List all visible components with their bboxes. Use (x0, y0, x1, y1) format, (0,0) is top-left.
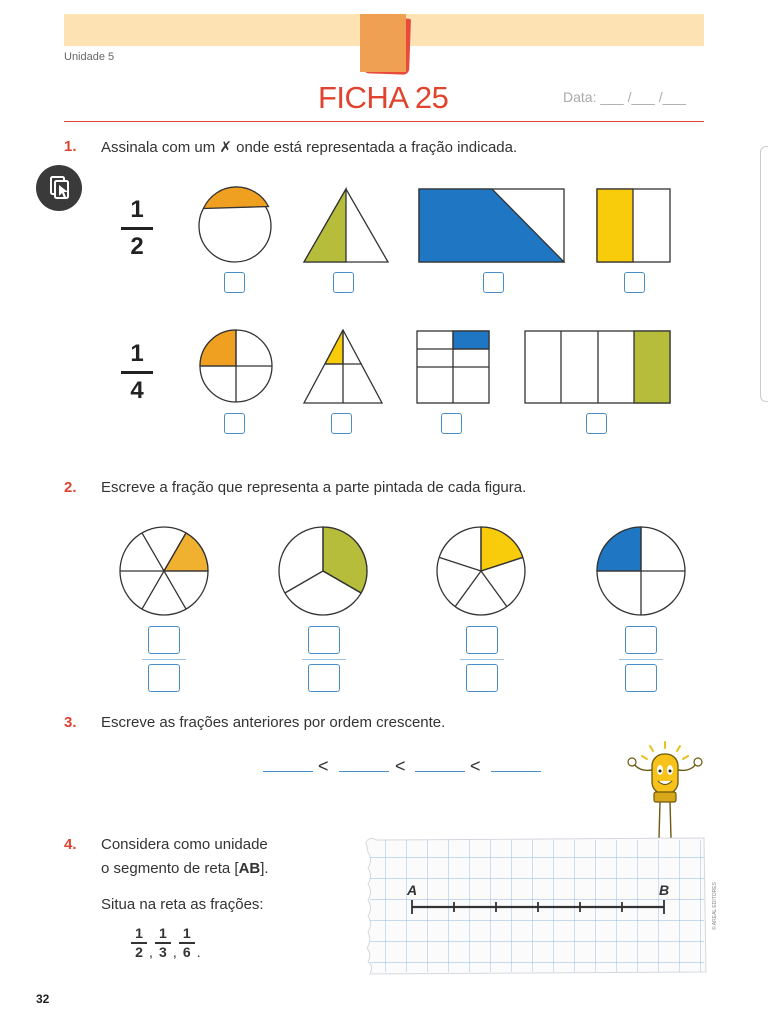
rectangle-half-figure (597, 189, 670, 262)
page-number: 32 (36, 992, 50, 1006)
q4-fraction-half (131, 926, 147, 960)
rectangle-quarter-figure (525, 331, 670, 403)
denominator-input-3[interactable] (466, 664, 498, 692)
circle-fifths-figure (437, 527, 525, 615)
q4-text-line2 (101, 860, 269, 877)
point-a-label: A (407, 882, 418, 898)
checkbox-rectangle-trapezoid[interactable] (483, 272, 504, 293)
checkbox-circle-half[interactable] (224, 272, 245, 293)
q2-number: 2. (64, 479, 77, 496)
order-blank-2[interactable] (339, 771, 389, 772)
copyright: © AREAL EDITORES (712, 882, 718, 930)
triangle-quarter-figure (304, 330, 382, 403)
circle-sixths-figure (120, 527, 208, 615)
rectangle-trapezoid-figure (419, 189, 564, 262)
fraction-numerator: 1 (182, 925, 191, 941)
numerator-input-4[interactable] (625, 626, 657, 654)
triangle-half-figure (304, 189, 388, 262)
less-than-1: < (318, 756, 329, 776)
less-than-3: < (470, 756, 481, 776)
circle-quarter-figure (200, 330, 272, 402)
fraction-line-1 (142, 659, 186, 660)
fraction-numerator: 1 (130, 340, 144, 367)
date-field[interactable]: Data: ___ /___ /___ (563, 89, 686, 105)
numerator-input-3[interactable] (466, 626, 498, 654)
fraction-denominator: 2 (135, 943, 143, 960)
denominator-input-1[interactable] (148, 664, 180, 692)
grid-square-figure (417, 331, 489, 403)
q4-fraction-third (155, 926, 171, 960)
fraction-line-2 (302, 659, 346, 660)
checkbox-rectangle-half[interactable] (624, 272, 645, 293)
q4-text-line2-post: ]. (260, 860, 269, 877)
order-blank-4[interactable] (491, 771, 541, 772)
fraction-denominator: 6 (182, 943, 191, 960)
less-than-2: < (395, 756, 406, 776)
order-blank-3[interactable] (415, 771, 465, 772)
q3-number: 3. (64, 714, 77, 731)
q1-text: Assinala com um ✗ onde está representada a fração indicada. (101, 139, 518, 156)
unit-label: Unidade 5 (64, 51, 115, 63)
period: . (196, 943, 201, 960)
q4-text-line2-pre: o segmento de reta [ (101, 860, 239, 877)
numerator-input-1[interactable] (148, 626, 180, 654)
fraction-denominator: 3 (158, 943, 167, 960)
circle-fourths-figure (597, 527, 685, 615)
q1-number: 1. (64, 138, 77, 155)
order-blank-1[interactable] (263, 771, 313, 772)
fraction-numerator: 1 (158, 925, 167, 941)
numerator-input-2[interactable] (308, 626, 340, 654)
checkbox-grid-square[interactable] (441, 413, 462, 434)
q4-fraction-sixth (179, 926, 195, 960)
grid-paper[interactable] (364, 836, 708, 976)
q4-text-line2-bold: AB (238, 860, 261, 877)
fraction-line-3 (460, 659, 504, 660)
fraction-line-4 (619, 659, 663, 660)
comma: , (149, 943, 153, 960)
q4-number: 4. (64, 836, 77, 853)
denominator-input-2[interactable] (308, 664, 340, 692)
circle-thirds-figure (279, 527, 367, 615)
checkbox-rectangle-quarter[interactable] (586, 413, 607, 434)
fraction-denominator: 4 (130, 377, 144, 404)
q4-text-line1: Considera como unidade (101, 836, 268, 853)
point-b-label: B (659, 882, 670, 898)
checkbox-triangle-quarter[interactable] (331, 413, 352, 434)
q4-instruction: Situa na reta as frações: (101, 896, 264, 913)
q2-text: Escreve a fração que representa a parte pintada de cada figura. (101, 479, 527, 496)
page-title: FICHA 25 (318, 80, 449, 115)
fraction-numerator: 1 (135, 925, 143, 941)
checkbox-circle-quarter[interactable] (224, 413, 245, 434)
comma: , (172, 943, 177, 960)
checkbox-triangle-half[interactable] (333, 272, 354, 293)
fraction-denominator: 2 (130, 233, 144, 260)
q3-text: Escreve as frações anteriores por ordem crescente. (101, 714, 446, 731)
lightbulb-mascot-icon (622, 740, 708, 840)
fraction-numerator: 1 (130, 196, 144, 223)
denominator-input-4[interactable] (625, 664, 657, 692)
circle-half-figure (199, 187, 271, 262)
q4-fraction-list (131, 926, 201, 960)
